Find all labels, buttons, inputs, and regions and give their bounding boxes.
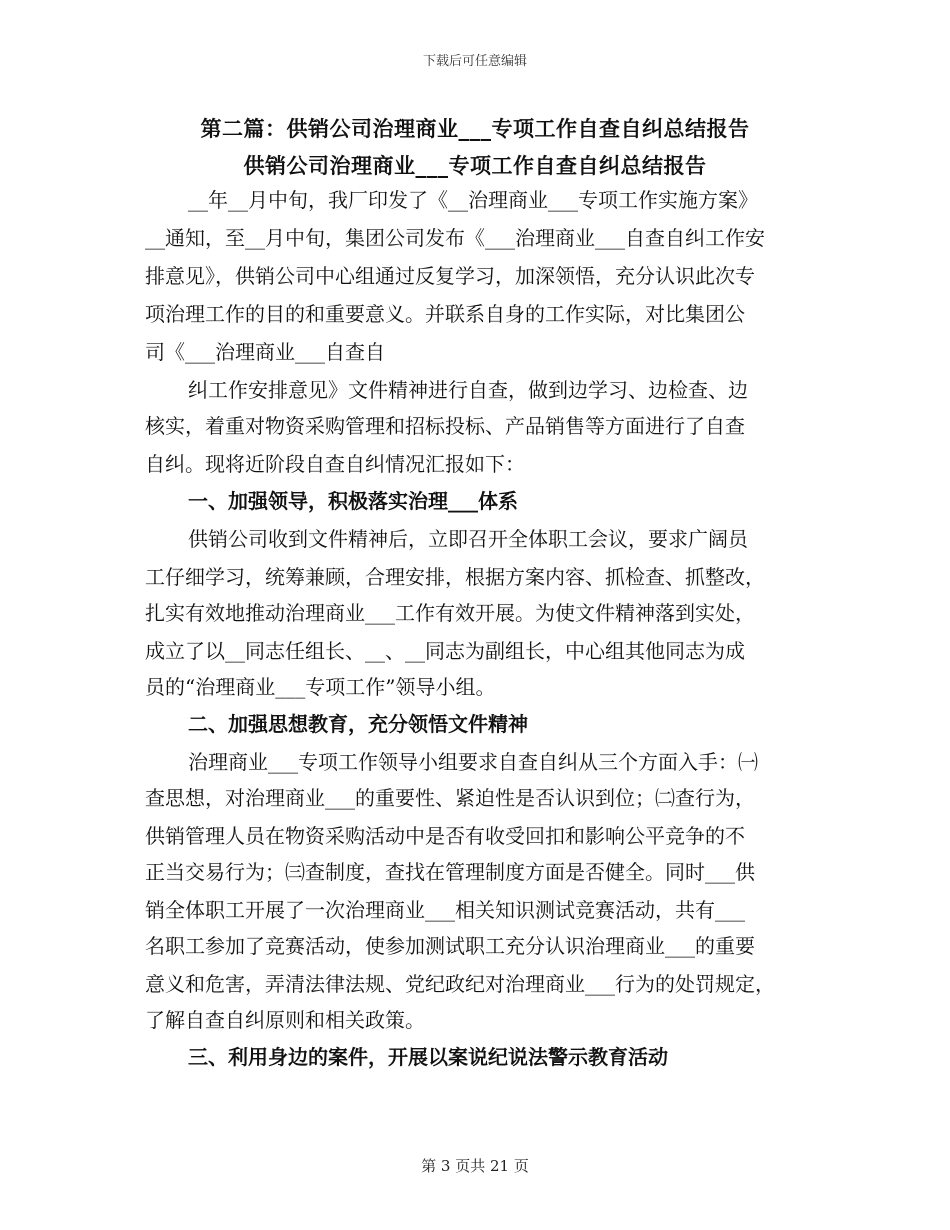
section-heading-3: 三、利用身边的案件，开展以案说纪说法警示教育活动 [188,1045,668,1069]
paragraph-line: 纠工作安排意见》文件精神进行自查，做到边学习、边检查、边 [188,378,748,402]
paragraph-line: 扎实有效地推动治理商业___工作有效开展。为使文件精神落到实处， [145,601,755,625]
paragraph-line: 名职工参加了竞赛活动，使参加测试职工充分认识治理商业___的重要 [145,934,755,958]
paragraph-line: 供销公司收到文件精神后，立即召开全体职工会议，要求广阔员 [188,527,748,551]
paragraph-line: 项治理工作的目的和重要意义。并联系自身的工作实际，对比集团公 [145,302,745,326]
paragraph-line: 核实，着重对物资采购管理和招标投标、产品销售等方面进行了自查 [145,414,745,438]
section-heading-1: 一、加强领导，积极落实治理___体系 [188,489,518,513]
paragraph-line: 了解自查自纠原则和相关政策。 [145,1008,425,1032]
document-title: 第二篇：供销公司治理商业___专项工作自查自纠总结报告 [200,116,750,141]
paragraph-line: 司《___治理商业___自查自 [145,340,385,364]
paragraph-line: 正当交易行为；㈢查制度，查找在管理制度方面是否健全。同时___供 [145,860,755,884]
paragraph-line: 自纠。现将近阶段自查自纠情况汇报如下： [145,452,525,476]
paragraph-line: 查思想，对治理商业___的重要性、紧迫性是否认识到位；㈡查行为， [145,786,755,810]
paragraph-line: 销全体职工开展了一次治理商业___相关知识测试竞赛活动，共有___ [145,898,745,922]
document-subtitle: 供销公司治理商业___专项工作自查自纠总结报告 [243,153,707,178]
paragraph-line: 意义和危害，弄清法律法规、党纪政纪对治理商业___行为的处罚规定， [145,972,775,996]
paragraph-line: __年__月中旬，我厂印发了《__治理商业___专项工作实施方案》 [188,188,758,212]
section-heading-2: 二、加强思想教育，充分领悟文件精神 [188,712,528,736]
paragraph-line: 员的“治理商业___专项工作”领导小组。 [145,675,496,699]
paragraph-line: 排意见》，供销公司中心组通过反复学习，加深领悟，充分认识此次专 [145,264,755,288]
paragraph-line: __通知，至__月中旬，集团公司发布《___治理商业___自查自纠工作安 [145,226,765,250]
paragraph-line: 成立了以__同志任组长、__、__同志为副组长，中心组其他同志为成 [145,639,745,663]
header-note: 下载后可任意编辑 [422,54,527,69]
paragraph-line: 工仔细学习，统筹兼顾，合理安排，根据方案内容、抓检查、抓整改， [145,565,765,589]
paragraph-line: 治理商业___专项工作领导小组要求自查自纠从三个方面入手：㈠ [188,750,758,774]
paragraph-line: 供销管理人员在物资采购活动中是否有收受回扣和影响公平竞争的不 [145,824,745,848]
page-footer: 第 3 页共 21 页 [421,1157,529,1175]
